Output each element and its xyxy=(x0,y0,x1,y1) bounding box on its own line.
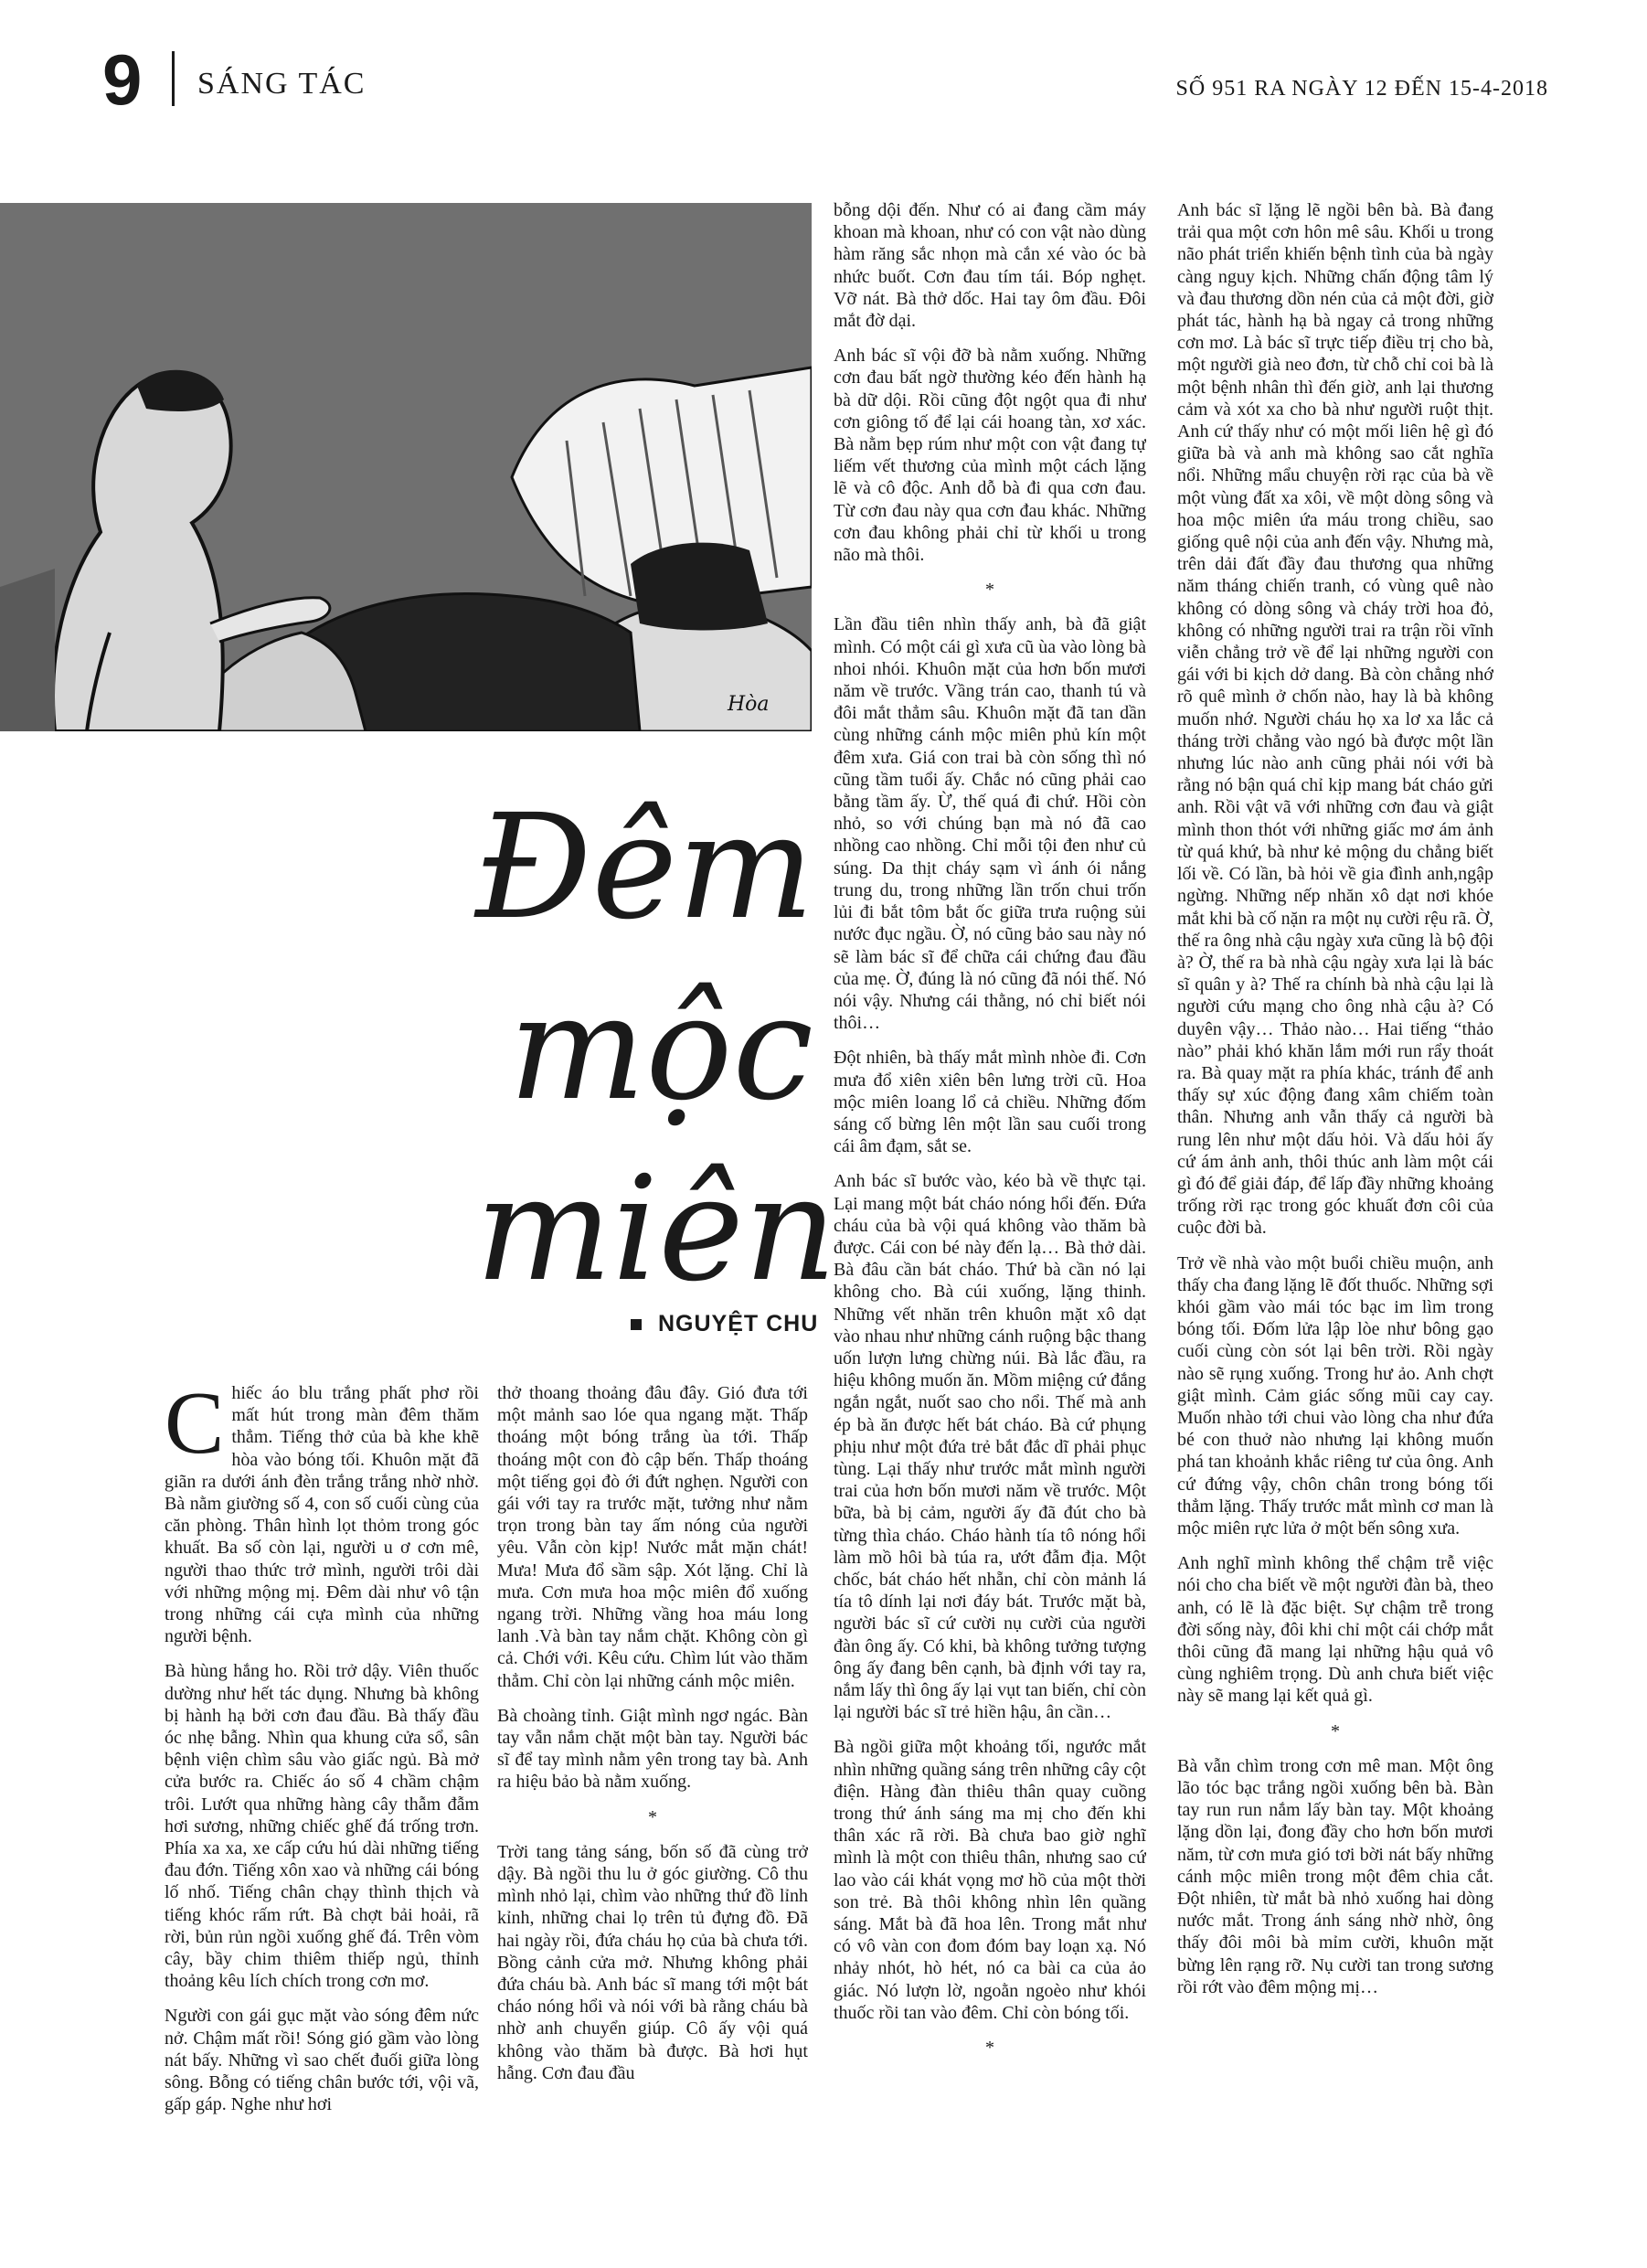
article-column-4 xyxy=(1177,199,1493,2265)
paragraph: Lần đầu tiên nhìn thấy anh, bà đã giật mình. Có một cái gì xưa cũ ùa vào lòng bà nhoi nhói. Khuôn mặt của hơn bốn mươi năm về trước. Vầng trán cao, thanh tú và đôi mắt thẳm sâu. Khuôn mặt đã tan dần cùng những cánh mộc miên phủ kín một đêm xưa. Giá con trai bà còn sống thì nó cũng tầm tuổi ấy. Chắc nó cũng phải cao bằng tầm ấy. Ừ, thế quá đi chứ. Hồi còn nhỏ, so với chúng bạn mà nó đã cao nhồng cao nhồng. Chỉ mỗi tội đen như củ súng. Da thịt cháy sạm vì ánh ói nắng trung du, trong những lần trốn chui trốn lủi đi bắt tôm bắt ốc giữa trưa ruộng sủi nước đục ngầu. Ờ, nó cũng bảo sau này nó sẽ làm bác sĩ để chữa cái chứng đau đầu của mẹ. Ờ, đúng là nó cũng đã nói thế. Nó nói vậy. Nhưng cái thằng, nó chỉ biết nói thôi… xyxy=(834,614,1146,1034)
paragraph: Bà hùng hắng ho. Rồi trở dậy. Viên thuốc dường như hết tác dụng. Nhưng bà không bị hành hạ bởi cơn đau đầu. Bà thấy đầu óc nhẹ bẫng. Nhìn qua khung cửa sổ, sân bệnh viện chìm sâu vào giấc ngủ. Bà mở cửa bước ra. Chiếc áo số 4 chầm chậm trôi. Lướt qua những hàng cây thẫm đẫm hơi sương, những chiếc ghế đá trống trơn. Phía xa xa, xe cấp cứu hú dài những tiếng đau đớn. Tiếng xôn xao và những cái bóng lố nhố. Tiếng chân chạy thình thịch và tiếng khóc rấm rứt. Bà chợt bải hoải, rã rời, bủn rủn ngồi xuống ghế đá. Trên vòm cây, bầy chim thiêm thiếp ngủ, thỉnh thoảng kêu lích chích trong cơn mơ. xyxy=(165,1661,479,1992)
artist-signature: Hòa xyxy=(728,693,770,716)
paragraph: Đột nhiên, bà thấy mắt mình nhòe đi. Cơn mưa đổ xiên xiên bên lưng trời cũ. Hoa mộc miên loang lổ cả chiều. Những đốm sáng cố bừng lên một lần sau cuối trong cái âm đạm, sắt se. xyxy=(834,1048,1146,1157)
paragraph: Anh bác sĩ bước vào, kéo bà về thực tại. Lại mang một bát cháo nóng hổi đến. Đứa cháu của bà vội quá không vào thăm bà được. Cái con bé này đến lạ… Bà thở dài. Bà đâu cần bát cháo. Thứ bà cần nó lại không cho. Bà cúi xuống, lặng thinh. Những vết nhăn trên khuôn mặt xô dạt vào nhau như những cánh ruộng bậc thang uốn lượn lưng chừng núi. Bà lắc đầu, ra hiệu không muốn ăn. Mồm miệng cứ đắng ngắn ngắt, nuốt sao cho nổi. Thế mà anh ép bà ăn được hết bát cháo. Bà cứ phụng phịu như một đứa trẻ bắt đắc dĩ phải phục tùng. Lại thấy như trước mắt mình người trai của hơn bốn mươi năm về trước. Một bữa, bà bị cảm, người ấy đã đút cho bà từng thìa cháo. Cháo hành tía tô nóng hổi làm mồ hôi bà túa ra, ướt đẫm địa. Một chốc, bát cháo hết nhẵn, chỉ còn mảnh lá tía tô dính lại nơi đáy bát. Trước mặt bà, người bác sĩ cứ cười nụ cười của người đàn ông ấy. Có khi, bà không tưởng tượng ông ấy đang bên cạnh, bà định với tay ra, nắm lấy thì ông ấy lại vụt tan biến, chỉ còn lại người bác sĩ trẻ hiền hậu, ân cần… xyxy=(834,1171,1146,1723)
article-column-3 xyxy=(834,199,1146,2265)
paragraph: Bà choàng tỉnh. Giật mình ngơ ngác. Bàn tay vẫn nắm chặt một bàn tay. Người bác sĩ để tay mình nằm yên trong tay bà. Anh ra hiệu bảo bà nằm xuống. xyxy=(497,1705,808,1793)
section-break: * xyxy=(985,580,994,601)
story-illustration xyxy=(0,203,812,731)
author-name: NGUYỆT CHU xyxy=(658,1311,819,1336)
paragraph: Bà ngồi giữa một khoảng tối, ngước mắt nhìn những quầng sáng trên những cây cột điện. Hàng đàn thiêu thân quay cuồng trong thứ ánh sáng ma mị cho đến khi thân xác rã rời. Bà chưa bao giờ nghĩ mình là một con thiêu thân, nhưng sao cứ lao vào cái khát vọng mơ hồ của một thời son trẻ. Bà thôi không nhìn lên quầng sáng. Mắt bà đã hoa lên. Trong mắt như có vô vàn con đom đóm bay loạn xạ. Nó nhảy nhót, hò hét, nó ca bài ca của ảo giác. Nó lượn lờ, ngoằn ngoèo như khói thuốc rồi tan vào đêm. Chỉ còn bóng tối. xyxy=(834,1737,1146,2023)
page-header xyxy=(0,38,1647,121)
story-title xyxy=(475,777,837,1320)
author-byline xyxy=(631,1311,818,1337)
paragraph: Anh nghĩ mình không thể chậm trễ việc nói cho cha biết về một người đàn bà, theo anh, có lẽ là đặc biệt. Sự chậm trễ trong đời sống này, đôi khi chỉ một cái chớp mắt thôi cũng đã mang lại những hậu quả vô cùng nghiêm trọng. Dù anh chưa biết việc này sẽ mang lại kết quả gì. xyxy=(1177,1553,1493,1707)
paragraph: thở thoang thoảng đâu đây. Gió đưa tới một mảnh sao lóe qua ngang mặt. Thấp thoáng một bóng trắng ùa tới. Thấp thoáng một con đò cập bến. Thấp thoáng một tiếng gọi đò ới đứt nghẹn. Người con gái với tay ra trước mặt, tưởng như nằm trọn trong bàn tay ấm nóng của người yêu. Vẫn còn kịp! Nước mắt mặn chát! Mưa! Mưa đổ sầm sập. Xót lặng. Chỉ là mưa. Cơn mưa hoa mộc miên đổ xuống ngang trời. Những vầng hoa máu long lanh .Và bàn tay nắm chặt. Không còn gì cả. Chới với. Kêu cứu. Chìm lút vào thăm thẳm. Chỉ còn lại những cánh mộc miên. xyxy=(497,1383,808,1691)
section-title: SÁNG TÁC xyxy=(197,67,367,101)
section-break: * xyxy=(648,1806,657,1827)
drop-cap: C xyxy=(165,1382,225,1473)
article-column-2 xyxy=(497,1382,808,2260)
paragraph: Anh bác sĩ lặng lẽ ngồi bên bà. Bà đang trải qua một cơn hôn mê sâu. Khối u trong não phát triển khiến bệnh tình của bà ngày càng nguy kịch. Những chấn động tâm lý và đau thương dồn nén của cả một đời, giờ phát tác, hành hạ bà ngay cả trong những cơn mơ. Là bác sĩ trực tiếp điều trị cho bà, một người già neo đơn, từ chỗ chỉ coi bà là một bệnh nhân thì đến giờ, anh lại thương cảm và xót xa cho bà như người ruột thịt. Anh cứ thấy như có một mối liên hệ gì đó giữa bà và anh mà không sao cắt nghĩa nổi. Những mẩu chuyện rời rạc của bà về một vùng đất xa xôi, về một dòng sông và hoa mộc miên ứa máu trong chiều, sao giống quê nội của anh đến vậy. Nhưng mà, trên dải đất đầy đau thương qua những năm tháng chiến tranh, có vùng quê nào không có dòng sông và cháy trời hoa đỏ, không có những người trai ra trận rồi vĩnh viễn chẳng trở về để lại những người con gái với bi kịch dở dang. Bà còn chẳng nhớ rõ quê mình ở chốn nào, hay là bà không muốn nhớ. Người cháu họ xa lơ xa lắc cả tháng trời chẳng vào ngó bà được một lần nhưng lúc nào anh cũng phải nói với bà rằng nó bận quá chỉ kịp mang bát cháo gửi anh. Rồi vật vã với những cơn đau và giật mình thon thót với những giấc mơ ám ảnh từ quá khứ, bà như kẻ mộng du chẳng biết lối về. Có lần, bà hỏi về gia đình anh,ngập ngừng. Những nếp nhăn xô dạt nơi khóe mắt khi bà cố nặn ra một nụ cười rệu rã. Ờ, thế ra ông nhà cậu ngày xưa cũng là bộ đội à? Ờ, thế ra bà nhà cậu ngày xưa lại là bác sĩ quân y à? Thế ra chính bà nhà cậu lại là người cứu mạng cho ông nhà cậu à? Có duyên vậy… Thảo nào… Hai tiếng “thảo nào” phải khó khăn lắm mới run rẩy thoát ra. Bà quay mặt ra phía khác, tránh để anh thấy sự xúc động đang xâm chiếm toàn thân. Nhưng anh vẫn thấy cả người bà rung lên như một dấu hỏi. Và dấu hỏi ấy cứ ám ảnh anh, thôi thúc anh làm một cái gì đó để giải đáp, để lấp đầy những khoảng trống rời rạc trong góc khuất đơn côi của cuộc đời bà. xyxy=(1177,200,1493,1239)
byline-square-icon xyxy=(631,1319,642,1330)
section-break: * xyxy=(1331,1720,1340,1741)
header-divider xyxy=(172,51,175,106)
paragraph: Bà vẫn chìm trong cơn mê man. Một ông lão tóc bạc trắng ngồi xuống bên bà. Bàn tay run run nắm lấy bàn tay. Một khoảng lặng dồn lại, đong đầy cho hơn bốn mươi năm, từ cơn mưa gió tơi bời nát bấy những cánh mộc miên trong một đêm chia cắt. Đột nhiên, từ mắt bà nhỏ xuống hai dòng nước mắt. Trong ánh sáng nhờ nhờ, ông thấy đôi môi bà mỉm cười, khuôn mặt bừng lên rạng rỡ. Nụ cười tan trong sương rồi rớt vào đêm mộng mị… xyxy=(1177,1755,1493,1997)
paragraph: Anh bác sĩ vội đỡ bà nằm xuống. Những cơn đau bất ngờ thường kéo đến hành hạ bà dữ dội. Rồi cũng đột ngột qua đi như cơn giông tố để lại cái hoang tàn, xơ xác. Bà nằm bẹp rúm như một con vật đang tự liếm vết thương của mình một cách lặng lẽ và cô độc. Anh dỗ bà đi qua cơn đau. Từ cơn đau này qua cơn đau khác. Những cơn đau không phải chỉ từ khối u trong não mà thôi. xyxy=(834,346,1146,566)
paragraph: Trở về nhà vào một buổi chiều muộn, anh thấy cha đang lặng lẽ đốt thuốc. Những sợi khói gầm vào mái tóc bạc im lìm trong bóng tối. Đốm lửa lập lòe như bông gạo cuối cùng còn sót lại bên trời. Rồi ngày nào sẽ rụng xuống. Trong hư ảo. Anh chợt giật mình. Cảm giác sống mũi cay cay. Muốn nhào tới chui vào lòng cha như đứa bé con thuở nào nhưng lại không muốn phá tan khoảnh khắc riêng tư của ông. Anh cứ đứng vậy, chôn chân trong bóng tối thẳm lặng. Thấy trước mắt mình cơ man là mộc miên rực lửa ở một bến sông xưa. xyxy=(1177,1252,1493,1539)
title-line-1: Đêm xyxy=(475,783,814,952)
paragraph: Người con gái gục mặt vào sóng đêm nức nở. Chậm mất rồi! Sóng gió gầm vào lòng nát bấy. Những vì sao chết đuối giữa lòng sông. Bỗng có tiếng chân bước tới, vội vã, gấp gáp. Nghe như hơi xyxy=(165,2006,479,2115)
page-number: 9 xyxy=(102,39,143,120)
title-line-2: mộc xyxy=(508,964,813,1133)
issue-date: SỐ 951 RA NGÀY 12 ĐẾN 15-4-2018 xyxy=(1175,77,1548,101)
article-column-1 xyxy=(165,1382,479,2260)
paragraph: bỗng dội đến. Như có ai đang cầm máy khoan mà khoan, như có con vật nào dùng hàm răng sắc nhọn mà cắn xé vào óc bà nhức buốt. Cơn đau tím tái. Bóp nghẹt. Vỡ nát. Bà thở dốc. Hai tay ôm đầu. Đôi mắt đờ dại. xyxy=(834,200,1146,332)
section-break: * xyxy=(985,2038,994,2059)
title-line-3: miên xyxy=(475,1145,837,1314)
paragraph: Trời tang tảng sáng, bốn số đã cùng trở dậy. Bà ngồi thu lu ở góc giường. Cô thu mình nhỏ lại, chìm vào những thứ đồ lỉnh kỉnh, những chai lọ trên tủ đựng đồ. Đã hai ngày rồi, đứa cháu họ của bà chưa tới. Bồng cảnh cửa mở. Nhưng không phải đứa cháu bà. Anh bác sĩ mang tới một bát cháo nóng hổi và nói với bà rằng cháu bà nhờ anh chuyển giúp. Cô ấy vội quá không vào thăm bà được. Bà hơi hụt hẫng. Cơn đau đầu xyxy=(497,1841,808,2083)
paragraph-text: hiếc áo blu trắng phất phơ rồi mất hút trong màn đêm thăm thẳm. Tiếng thở của bà khe khẽ hòa vào bóng tối. Khuôn mặt đã giãn ra dưới ánh đèn trắng trắng nhờ nhờ. Bà nằm giường số 4, con số cuối cùng của căn phòng. Thân hình lọt thỏm trong góc khuất. Ba số còn lại, người u ơ cơn mê, người thao thức trở mình, người trôi dài với những mộng mị. Đêm dài như vô tận trong những cái cựa mình của những người bệnh. xyxy=(165,1383,479,1647)
paragraph xyxy=(165,1382,479,1647)
